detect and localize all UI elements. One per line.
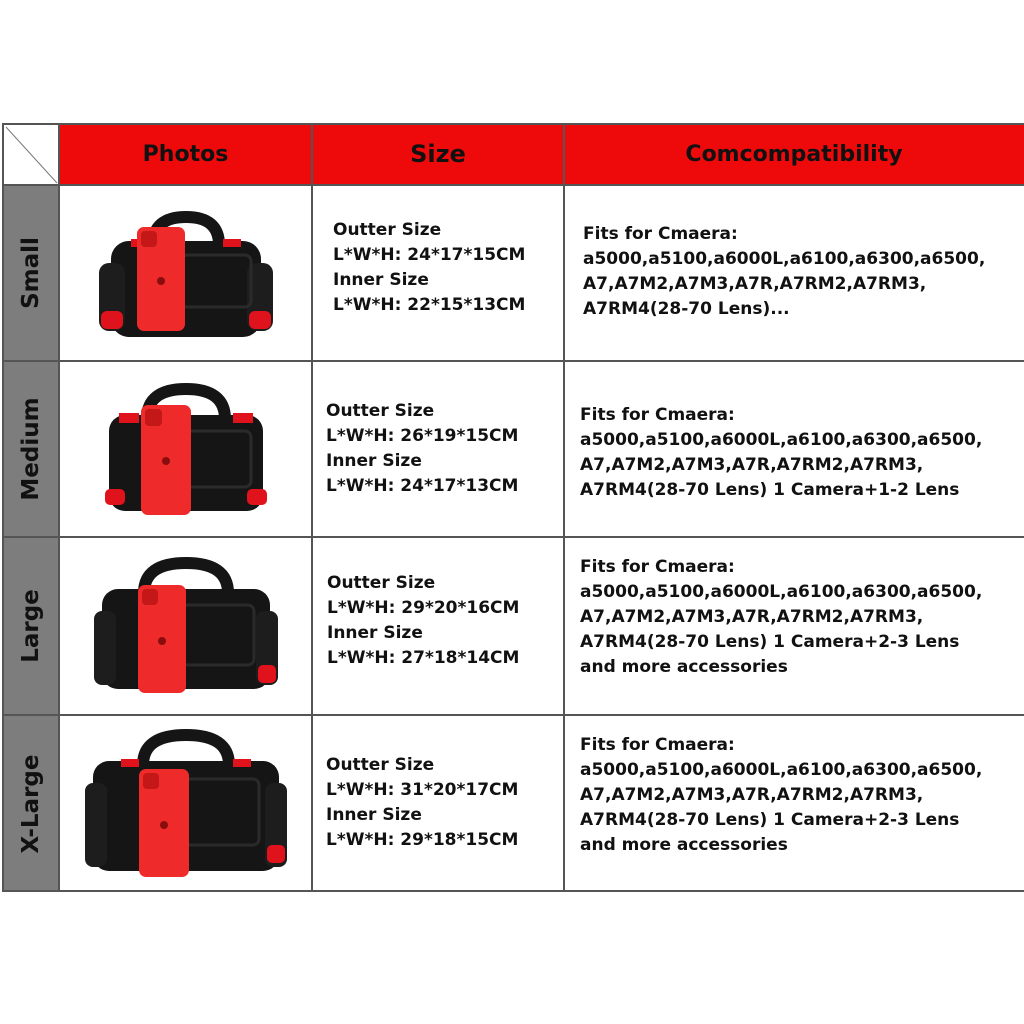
compat-line: Fits for Cmaera: xyxy=(580,557,735,577)
compat-line: A7,A7M2,A7M3,A7R,A7RM2,A7RM3, xyxy=(583,274,927,294)
size-small xyxy=(333,218,525,318)
size-line: L*W*H: 29*20*16CM xyxy=(327,598,520,618)
row-label-small xyxy=(2,185,59,361)
camera-bag-small-image xyxy=(91,203,281,343)
row-label-xlarge xyxy=(2,715,59,892)
compat-line: A7RM4(28-70 Lens) 1 Camera+2-3 Lens xyxy=(580,810,960,830)
size-line: Inner Size xyxy=(326,805,422,825)
header-compat-label: Comcompatibility xyxy=(685,141,903,167)
grid-line xyxy=(311,123,313,892)
size-line: L*W*H: 22*15*13CM xyxy=(333,295,526,315)
header-size xyxy=(312,123,564,185)
compat-line: a5000,a5100,a6000L,a6100,a6300,a6500, xyxy=(580,582,983,602)
size-line: Inner Size xyxy=(327,623,423,643)
compat-line: A7RM4(28-70 Lens) 1 Camera+2-3 Lens xyxy=(580,632,960,652)
grid-line xyxy=(563,123,565,892)
size-line: L*W*H: 24*17*13CM xyxy=(326,476,519,496)
header-size-label: Size xyxy=(410,140,466,168)
grid-line xyxy=(2,890,1024,892)
size-medium xyxy=(326,399,518,499)
grid-line xyxy=(2,123,4,892)
corner-cell xyxy=(2,123,59,185)
compat-line: A7RM4(28-70 Lens)... xyxy=(583,299,790,319)
compat-line: Fits for Cmaera: xyxy=(580,735,735,755)
row-label-text: Small xyxy=(17,237,44,309)
camera-bag-xlarge-image xyxy=(81,729,291,879)
grid-line xyxy=(58,123,60,892)
size-line: L*W*H: 26*19*15CM xyxy=(326,426,519,446)
compat-line: A7,A7M2,A7M3,A7R,A7RM2,A7RM3, xyxy=(580,455,924,475)
row-label-text: Large xyxy=(17,589,44,663)
size-line: L*W*H: 29*18*15CM xyxy=(326,830,519,850)
compat-line: Fits for Cmaera: xyxy=(583,224,738,244)
compat-line: A7RM4(28-70 Lens) 1 Camera+1-2 Lens xyxy=(580,480,960,500)
grid-line xyxy=(2,536,1024,538)
photo-small xyxy=(59,185,312,361)
grid-line xyxy=(2,184,1024,186)
row-label-text: Medium xyxy=(17,397,44,501)
compat-xlarge xyxy=(580,733,982,858)
size-line: L*W*H: 24*17*15CM xyxy=(333,245,526,265)
diagonal-divider xyxy=(2,123,59,185)
photo-medium xyxy=(59,361,312,537)
row-label-text: X-Large xyxy=(17,754,44,853)
size-line: Inner Size xyxy=(326,451,422,471)
compat-line: a5000,a5100,a6000L,a6100,a6300,a6500, xyxy=(583,249,986,269)
row-label-medium xyxy=(2,361,59,537)
size-comparison-table xyxy=(2,123,1024,892)
compat-line: a5000,a5100,a6000L,a6100,a6300,a6500, xyxy=(580,430,983,450)
compat-line: and more accessories xyxy=(580,657,788,677)
camera-bag-large-image xyxy=(86,555,286,697)
compat-line: Fits for Cmaera: xyxy=(580,405,735,425)
size-line: Inner Size xyxy=(333,270,429,290)
compat-line: A7,A7M2,A7M3,A7R,A7RM2,A7RM3, xyxy=(580,607,924,627)
size-line: Outter Size xyxy=(326,755,435,775)
header-photos-label: Photos xyxy=(142,141,229,167)
size-large xyxy=(327,571,519,671)
grid-line xyxy=(2,123,1024,125)
photo-xlarge xyxy=(59,715,312,892)
size-line: Outter Size xyxy=(327,573,436,593)
compat-small xyxy=(583,222,985,322)
size-line: L*W*H: 31*20*17CM xyxy=(326,780,519,800)
size-xlarge xyxy=(326,753,518,853)
size-line: Outter Size xyxy=(326,401,435,421)
camera-bag-medium-image xyxy=(91,379,281,519)
header-compat xyxy=(564,123,1024,185)
header-photos xyxy=(59,123,312,185)
grid-line xyxy=(2,714,1024,716)
size-line: Outter Size xyxy=(333,220,442,240)
photo-large xyxy=(59,537,312,715)
compat-line: A7,A7M2,A7M3,A7R,A7RM2,A7RM3, xyxy=(580,785,924,805)
compat-line: a5000,a5100,a6000L,a6100,a6300,a6500, xyxy=(580,760,983,780)
compat-line: and more accessories xyxy=(580,835,788,855)
row-label-large xyxy=(2,537,59,715)
compat-large xyxy=(580,555,982,680)
compat-medium xyxy=(580,403,982,503)
grid-line xyxy=(2,360,1024,362)
size-line: L*W*H: 27*18*14CM xyxy=(327,648,520,668)
